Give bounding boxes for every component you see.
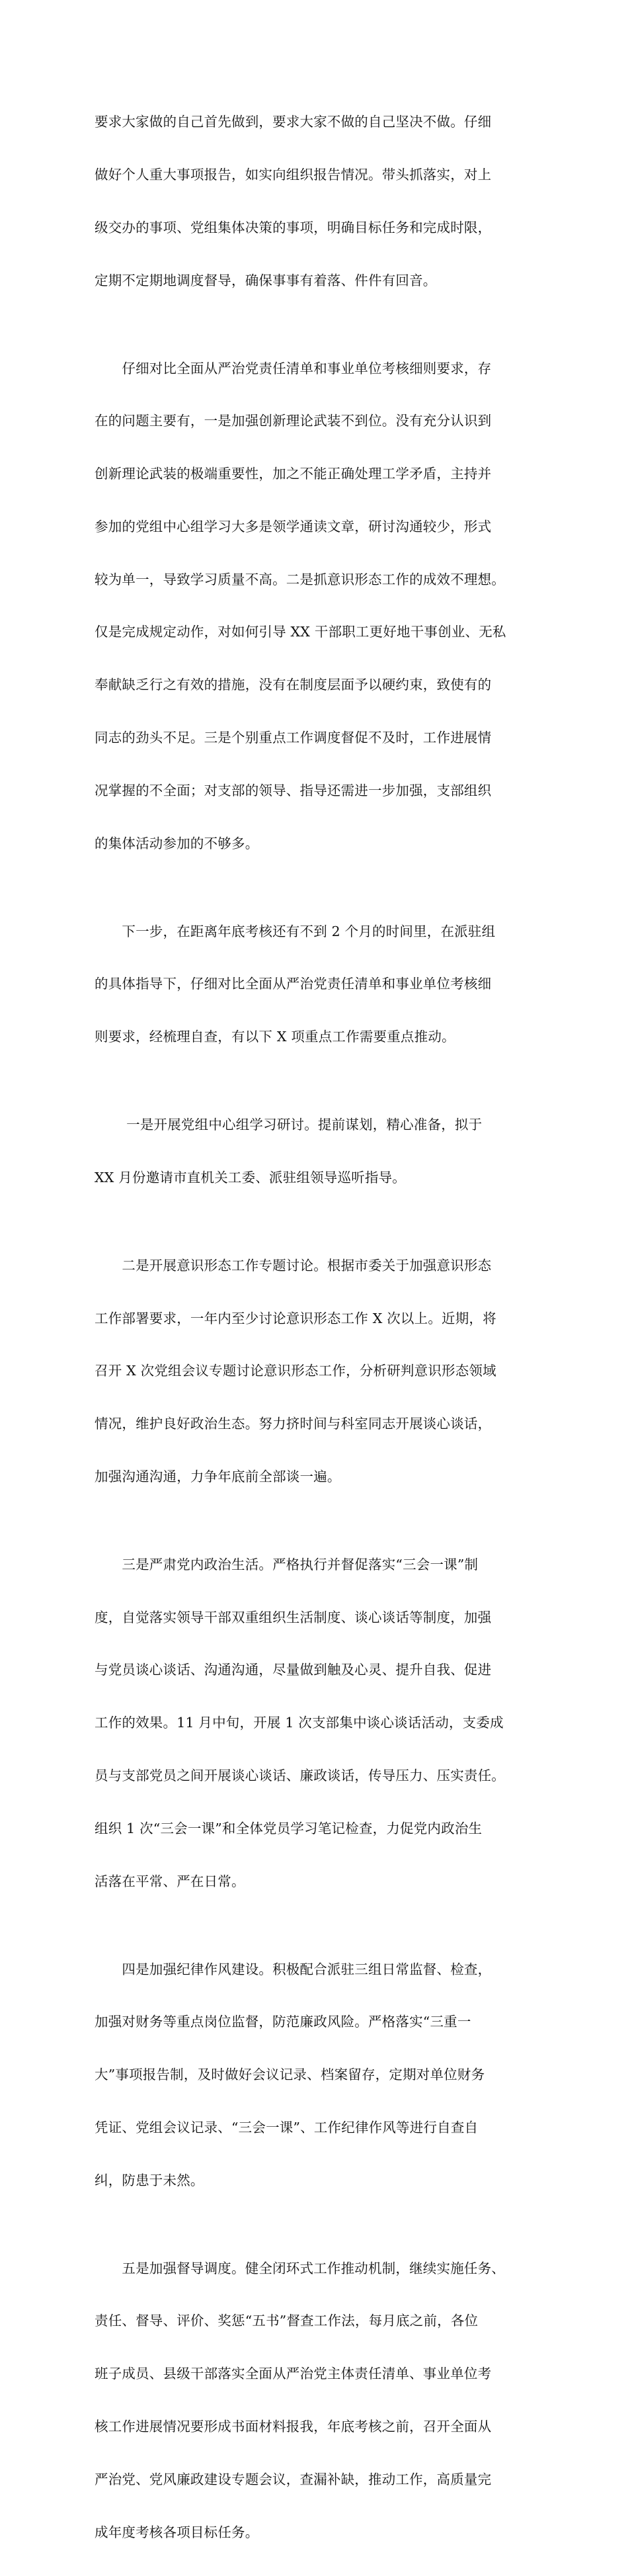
text-line: 核工作进展情况要形成书面材料报我，年底考核之前，召开全面从 [95,2418,492,2434]
text-line: 五是加强督导调度。健全闭环式工作推动机制，继续实施任务、 [95,2260,505,2276]
text-line: 纠，防患于未然。 [95,2172,204,2188]
text-line: 仅是完成规定动作，对如何引导 XX 干部职工更好地干事创业、无私 [95,624,506,640]
text-line: XX 月份邀请市直机关工委、派驻组领导巡听指导。 [95,1169,407,1185]
text-line: 同志的劲头不足。三是个别重点工作调度督促不及时，工作进展情 [95,729,492,746]
paragraph-4 [95,1081,536,1222]
text-line: 在的问题主要有，一是加强创新理论武装不到位。没有充分认识到 [95,413,492,429]
text-line: 级交办的事项、党组集体决策的事项，明确目标任务和完成时限， [95,219,492,236]
paragraph-5 [95,1222,536,1521]
text-line: 则要求，经梳理自查，有以下 X 项重点工作需要重点推动。 [95,1029,455,1045]
text-line: 组织 1 次“三会一课”和全体党员学习笔记检查，力促党内政治生 [95,1820,483,1836]
paragraph-8 [95,2224,536,2576]
text-line: 班子成员、县级干部落实全面从严治党主体责任清单、事业单位考 [95,2366,492,2382]
text-line: 一是开展党组中心组学习研讨。提前谋划，精心准备，拟于 [95,1117,483,1133]
text-line: 定期不定期地调度督导，确保事事有着落、件件有回音。 [95,272,437,288]
text-line: 召开 X 次党组会议专题讨论意识形态工作，分析研判意识形态领域 [95,1363,496,1379]
text-line: 的集体活动参加的不够多。 [95,835,259,851]
text-line: 员与支部党员之间开展谈心谈话、廉政谈话，传导压力、压实责任。 [95,1768,505,1783]
text-line: 况掌握的不全面；对支部的领导、指导还需进一步加强，支部组织 [95,782,492,798]
text-line: 仔细对比全面从严治党责任清单和事业单位考核细则要求，存 [95,360,492,376]
text-line: 下一步，在距离年底考核还有不到 2 个月的时间里，在派驻组 [95,923,496,939]
text-line: 情况，维护良好政治生态。努力挤时间与科室同志开展谈心谈话， [95,1416,492,1432]
text-line: 做好个人重大事项报告，如实向组织报告情况。带头抓落实，对上 [95,166,492,183]
text-line: 创新理论武装的极端重要性，加之不能正确处理工学矛盾，主持并 [95,466,492,482]
text-line: 加强对财务等重点岗位监督，防范廉政风险。严格落实“三重一 [95,2014,471,2030]
text-line: 度，自觉落实领导干部双重组织生活制度、谈心谈话等制度，加强 [95,1609,492,1625]
text-line: 凭证、党组会议记录、“三会一课”、工作纪律作风等进行自查自 [95,2119,479,2135]
paragraph-1 [95,78,536,324]
text-line: 工作的效果。11 月中旬，开展 1 次支部集中谈心谈话活动，支委成 [95,1715,504,1731]
paragraph-7 [95,1925,536,2224]
text-line: 三是严肃党内政治生活。严格执行并督促落实“三会一课”制 [95,1556,479,1572]
text-line: 与党员谈心谈话、沟通沟通，尽量做到触及心灵、提升自我、促进 [95,1662,492,1678]
text-line: 成年度考核各项目标任务。 [95,2524,259,2540]
paragraph-6 [95,1521,536,1926]
paragraph-2 [95,324,536,887]
text-line: 加强沟通沟通，力争年底前全部谈一遍。 [95,1468,341,1484]
text-line: 二是开展意识形态工作专题讨论。根据市委关于加强意识形态 [95,1257,492,1273]
text-line: 工作部署要求，一年内至少讨论意识形态工作 X 次以上。近期，将 [95,1310,496,1326]
text-line: 参加的党组中心组学习大多是领学通读文章，研讨沟通较少，形式 [95,518,492,535]
text-line: 奉献缺乏行之有效的措施，没有在制度层面予以硬约束，致使有的 [95,677,492,693]
text-line: 的具体指导下，仔细对比全面从严治党责任清单和事业单位考核细 [95,976,492,992]
text-line: 严治党、党风廉政建设专题会议，查漏补缺，推动工作，高质量完 [95,2471,492,2487]
text-line: 大”事项报告制，及时做好会议记录、档案留存，定期对单位财务 [95,2067,485,2083]
document-body [95,78,536,2576]
paragraph-3 [95,887,536,1081]
text-line: 责任、督导、评价、奖惩“五书”督查工作法，每月底之前，各位 [95,2313,479,2329]
text-line: 活落在平常、严在日常。 [95,1873,245,1889]
text-line: 四是加强纪律作风建设。积极配合派驻三组日常监督、检查， [95,1961,492,1977]
text-line: 要求大家做的自己首先做到，要求大家不做的自己坚决不做。仔细 [95,114,492,130]
text-line: 较为单一，导致学习质量不高。二是抓意识形态工作的成效不理想。 [95,571,505,587]
